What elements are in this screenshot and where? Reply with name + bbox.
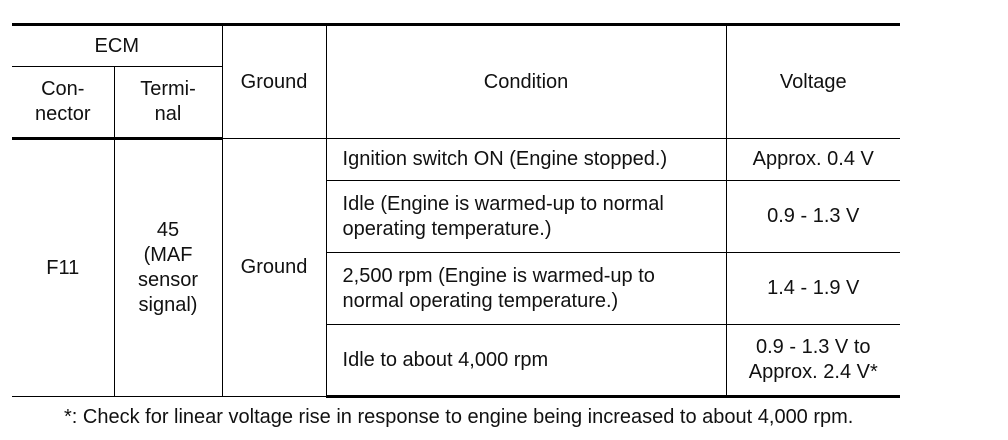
table-row — [12, 139, 900, 181]
condition-cell: Ignition switch ON (Engine stopped.) — [326, 139, 726, 181]
ecm-terminal-voltage-table — [12, 23, 900, 398]
condition-cell: Idle (Engine is warmed-up to normal operating temperature.) — [326, 181, 726, 253]
terminal-cell: 45 (MAF sensor signal) — [114, 139, 222, 397]
header-ground: Ground — [222, 25, 326, 139]
footnote: *: Check for linear voltage rise in response to engine being increased to about 4,000 rpm. — [64, 406, 854, 428]
connector-cell: F11 — [12, 139, 114, 397]
condition-cell: 2,500 rpm (Engine is warmed-up to normal operating temperature.) — [326, 253, 726, 325]
header-voltage: Voltage — [726, 25, 900, 139]
voltage-cell: 1.4 - 1.9 V — [726, 253, 900, 325]
voltage-cell: Approx. 0.4 V — [726, 139, 900, 181]
voltage-cell: 0.9 - 1.3 V to Approx. 2.4 V* — [726, 325, 900, 397]
header-connector: Con- nector — [12, 67, 114, 139]
ground-cell: Ground — [222, 139, 326, 397]
voltage-cell: 0.9 - 1.3 V — [726, 181, 900, 253]
header-terminal: Termi- nal — [114, 67, 222, 139]
header-condition: Condition — [326, 25, 726, 139]
header-ecm: ECM — [12, 25, 222, 67]
condition-cell: Idle to about 4,000 rpm — [326, 325, 726, 397]
